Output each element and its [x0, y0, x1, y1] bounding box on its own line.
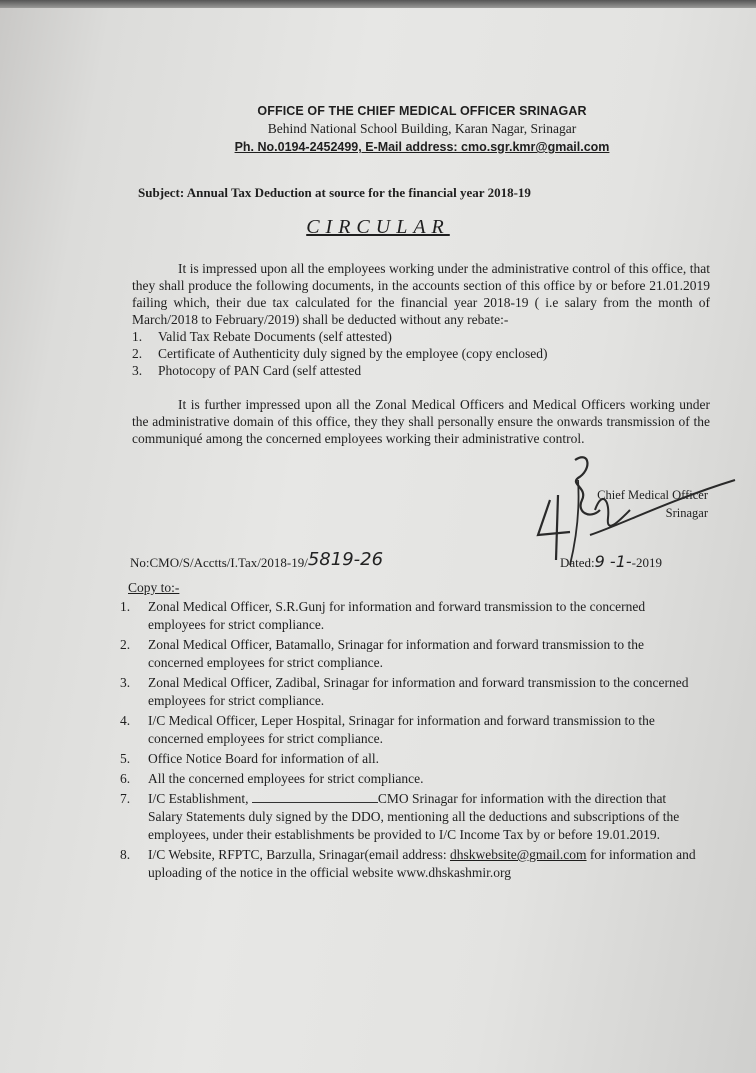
office-name: OFFICE OF THE CHIEF MEDICAL OFFICER SRINAGAR	[257, 104, 587, 118]
letterhead	[200, 104, 644, 154]
list-item	[120, 846, 700, 882]
reference-number	[130, 551, 383, 572]
list-item	[120, 598, 700, 634]
list-item	[120, 790, 700, 844]
copy-to-list	[120, 598, 700, 884]
signatory-location: Srinagar	[665, 506, 708, 520]
list-item	[120, 750, 700, 768]
office-address: Behind National School Building, Karan Nagar, Srinagar	[267, 121, 577, 136]
list-number: 5.	[120, 751, 131, 766]
list-text: Zonal Medical Officer, Zadibal, Srinagar for information and forward transmission to the concerned employees for strict compliance.	[148, 675, 689, 708]
paragraph-2: It is further impressed upon all the Zonal Medical Officers and Medical Officers working under the administrative domain of this office, they they shall personally ensure the onwards transmission of the communiqué among the concerned employees working their administrative control.	[132, 397, 710, 446]
list-number: 6.	[120, 771, 131, 786]
list-text	[148, 846, 700, 882]
document-list	[132, 328, 548, 379]
paragraph-1: It is impressed upon all the employees working under the administrative control of this office, that they shall produce the following documents, in the accounts section of this office by or before 21.01.2019 failing which, their due tax calculated for the financial year 2018-19 ( i.e salary from the month of March/2018 to February/2019) shall be deducted without any rebate:-	[132, 261, 710, 327]
list-number: 2.	[132, 346, 143, 361]
reference-handwritten: 5819-26	[307, 549, 384, 570]
establishment-text-start: I/C Establishment,	[148, 791, 249, 806]
website-email: dhskwebsite@gmail.com	[449, 847, 587, 862]
list-item	[120, 636, 700, 672]
list-text: Certificate of Authenticity duly signed by the employee (copy enclosed)	[158, 346, 548, 361]
reference-printed: No:CMO/S/Acctts/I.Tax/2018-19/	[130, 555, 308, 570]
website-text-end: for information and uploading of the notice in the official website www.dhskashmir.org	[148, 847, 696, 880]
establishment-text-end: CMO Srinagar for information with the direction that Salary Statements duly signed by the DDO, mentioning all the deductions and subscriptions of the employees, under their establishments be provided to I/C Income Tax by or before 19.01.2019.	[148, 791, 680, 842]
list-item	[120, 712, 700, 748]
list-item	[120, 674, 700, 710]
office-contact: Ph. No.0194-2452499, E-Mail address: cmo.sgr.kmr@gmail.com	[234, 140, 610, 154]
photo-top-edge	[0, 0, 756, 8]
list-text: Photocopy of PAN Card (self attested	[158, 363, 362, 378]
signatory-title: Chief Medical Officer	[597, 488, 708, 502]
circular-title: CIRCULAR	[306, 216, 450, 238]
dated-handwritten: 9 -1-	[594, 552, 632, 571]
list-item	[120, 770, 700, 788]
website-text-start: I/C Website, RFPTC, Barzulla, Srinagar(email address:	[148, 847, 447, 862]
list-text: All the concerned employees for strict compliance.	[148, 771, 424, 786]
copy-to-heading: Copy to:-	[128, 580, 180, 595]
dated-year: -2019	[631, 555, 662, 570]
list-number: 1.	[120, 599, 131, 614]
list-number: 2.	[120, 637, 131, 652]
list-number: 3.	[132, 363, 143, 378]
dated-label: Dated:	[560, 555, 595, 570]
list-item	[132, 328, 548, 345]
list-number: 8.	[120, 847, 131, 862]
list-text	[148, 790, 700, 844]
list-number: 1.	[132, 329, 143, 344]
blank-fill-line	[252, 802, 378, 803]
list-text: Valid Tax Rebate Documents (self attested)	[158, 329, 392, 344]
list-text: Zonal Medical Officer, S.R.Gunj for information and forward transmission to the concerned employees for strict compliance.	[148, 599, 646, 632]
list-number: 7.	[120, 791, 131, 806]
list-text: I/C Medical Officer, Leper Hospital, Srinagar for information and forward transmission to the concerned employees for strict compliance.	[148, 713, 655, 746]
subject-line: Subject: Annual Tax Deduction at source for the financial year 2018-19	[138, 185, 531, 200]
handwritten-signature	[530, 440, 740, 570]
list-number: 4.	[120, 713, 131, 728]
dated-line	[560, 552, 662, 571]
list-text: Zonal Medical Officer, Batamallo, Srinagar for information and forward transmission to the concerned employees for strict compliance.	[148, 637, 644, 670]
list-item	[132, 345, 548, 362]
list-item	[132, 362, 548, 379]
list-number: 3.	[120, 675, 131, 690]
list-text: Office Notice Board for information of all.	[148, 751, 380, 766]
